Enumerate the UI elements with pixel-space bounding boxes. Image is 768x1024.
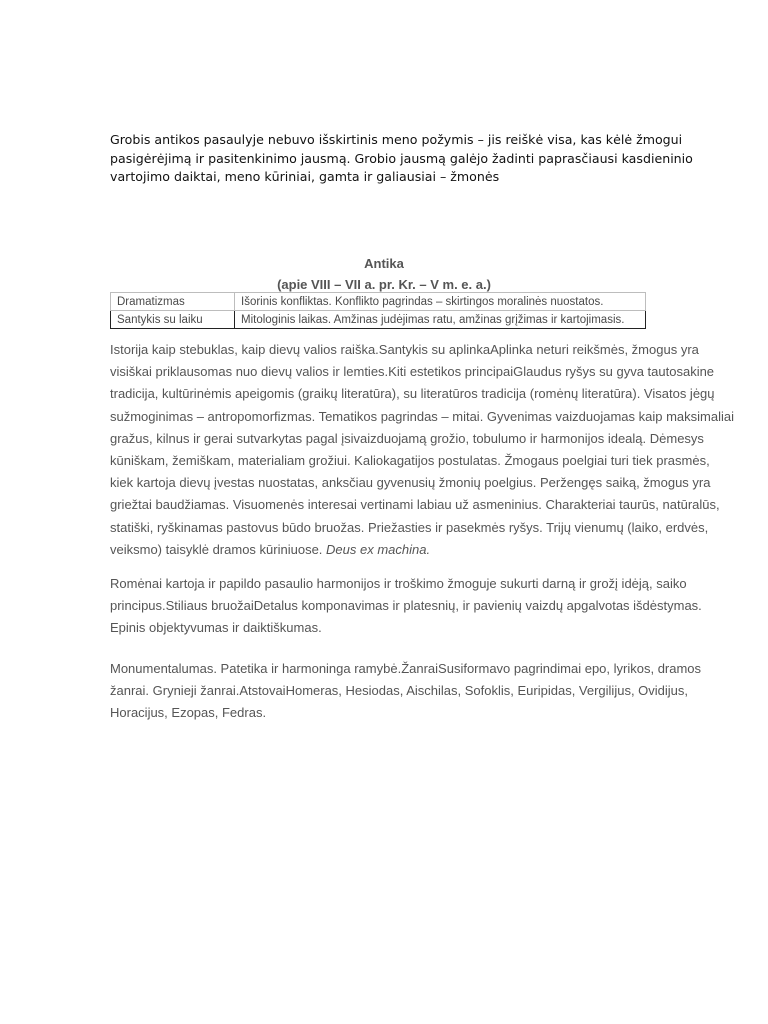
table-row: [111, 293, 646, 311]
body-paragraph: Romėnai kartoja ir papildo pasaulio harmonijos ir troškimo žmoguje sukurti darną ir grožį idėją, saiko principus.Stiliaus bruožaiDetalus komponavimas ir platesnių, ir pavienių vaizdų apgalvotas išdėstymas. Epinis objektyvumas ir daiktiškumas.: [110, 576, 702, 636]
body-paragraph: [110, 339, 736, 561]
table-cell-value: Mitologinis laikas. Amžinas judėjimas ratu, amžinas grįžimas ir kartojimasis.: [235, 311, 646, 329]
section-title: Antika: [364, 256, 404, 271]
body-paragraph: Monumentalumas. Patetika ir harmoninga ramybė.ŽanraiSusiformavo pagrindimai epo, lyrikos, dramos žanrai. Grynieji žanrai.AtstovaiHomeras, Hesiodas, Aischilas, Sofoklis, Euripidas, Vergilijus, Ovidijus, Horacijus, Ezopas, Fedras.: [110, 661, 702, 721]
table-row: [111, 311, 646, 329]
intro-paragraph: Grobis antikos pasaulyje nebuvo išskirtinis meno požymis – jis reiškė visa, kas kėlė žmogui pasigėrėjimą ir pasitenkinimo jausmą. Grobio jausmą galėjo žadinti paprasčiausi kasdieninio vartojimo daiktai, meno kūriniai, gamta ir galiausiai – žmonės: [110, 132, 693, 184]
section-subtitle: (apie VIII – VII a. pr. Kr. – V m. e. a.): [277, 277, 491, 292]
summary-table: [110, 292, 646, 329]
table-cell-label: Dramatizmas: [111, 293, 235, 311]
table-cell-value: Išorinis konfliktas. Konflikto pagrindas – skirtingos moralinės nuostatos.: [235, 293, 646, 311]
italic-phrase: Deus ex machina.: [326, 541, 431, 557]
table-cell-label: Santykis su laiku: [111, 311, 235, 329]
body-paragraph-text: Istorija kaip stebuklas, kaip dievų valios raiška.Santykis su aplinkaAplinka neturi reikšmės, žmogus yra visiškai priklausomas nuo dievų valios ir lemties.Kiti estetikos principaiGlaudus ryšys su gyva tautosakine tradicija, kultūrinėmis apeigomis (graikų literatūra), su literatūros tradicija (romėnų literatūra). Visatos jėgų sužmoginimas – antropomorfizmas. Tematikos pagrindas – mitai. Gyvenimas vaizduojamas kaip maksimaliai gražus, kilnus ir gerai sutvarkytas pagal įsivaizduojamą grožio, tobulumo ir harmonijos idealą. Dėmesys kūniškam, žemiškam, materialiam grožiui. Kaliokagatijos postulatas. Žmogaus poelgiai turi tiek prasmės, kiek kartoja dievų įvestas nuostatas, anksčiau gyvenusių žmonių poelgius. Peržengęs saiką, žmogus yra griežtai baudžiamas. Visuomenės interesai vertinami labiau už asmeninius. Charakteriai taurūs, natūralūs, statiški, ryškinamas pastovus būdo bruožas. Priežasties ir pasekmės ryšys. Trijų vienumų (laiko, erdvės, veiksmo) taisyklė dramos kūriniuose.: [110, 342, 735, 557]
